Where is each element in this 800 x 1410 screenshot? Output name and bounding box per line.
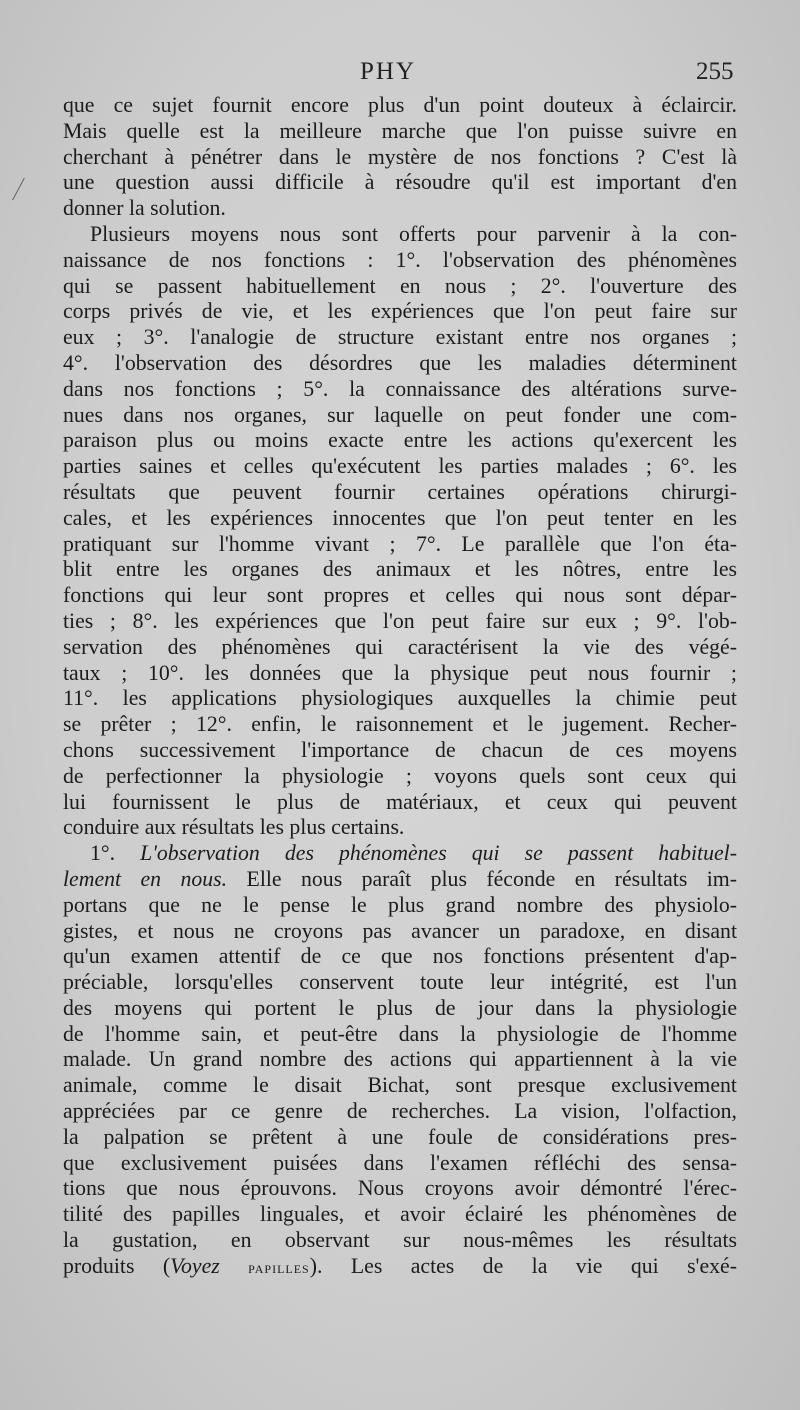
text-line: Mais quelle est la meilleure marche que l'on puisse suivre en — [63, 118, 737, 143]
text-line: blit entre les organes des animaux et les nôtres, entre les — [63, 557, 737, 582]
text-line: que ce sujet fournit encore plus d'un point douteux à éclaircir. — [63, 93, 737, 117]
text-line: la gustation, en observant sur nous-mêmes les résultats — [63, 1228, 737, 1253]
text-line: conduire aux résultats les plus certains. — [63, 815, 405, 840]
text-line: qui se passent habituellement en nous ; 2°. l'ouverture des — [63, 273, 737, 298]
section-title: L'observation des phénomènes qui se passent habituel- — [140, 841, 737, 866]
text-line: lui fournissent le plus de matériaux, et ceux qui peuvent — [63, 789, 737, 814]
voyez-word: Voyez — [170, 1253, 220, 1278]
text-line: tions que nous éprouvons. Nous croyons avoir démontré l'érec- — [63, 1176, 737, 1201]
text-line: qu'un examen attentif de ce que nos fonctions présentent d'ap- — [63, 944, 737, 969]
text-line: pratiquant sur l'homme vivant ; 7°. Le parallèle que l'on éta- — [63, 531, 737, 556]
text-line: fonctions qui leur sont propres et celles qui nous sont dépar- — [63, 583, 737, 608]
text-line: chons successivement l'importance de chacun de ces moyens — [63, 737, 737, 762]
text-line: parties saines et celles qu'exécutent les parties malades ; 6°. les — [63, 454, 737, 479]
text-line: portans que ne le pense le plus grand nombre des physiolo- — [63, 892, 737, 917]
text-line: se prêter ; 12°. enfin, le raisonnement et le jugement. Recher- — [63, 712, 737, 737]
text-line: nues dans nos organes, sur laquelle on peut fonder une com- — [63, 402, 737, 427]
text-line: la palpation se prêtent à une foule de considérations pres- — [63, 1124, 737, 1149]
text-line: des moyens qui portent le plus de jour dans la physiologie — [63, 995, 737, 1020]
text-line: appréciées par ce genre de recherches. La vision, l'olfaction, — [63, 1099, 737, 1124]
text-line: naissance de nos fonctions : 1°. l'observation des phénomènes — [63, 247, 737, 272]
text-line: corps privés de vie, et les expériences que l'on peut faire sur — [63, 299, 737, 324]
text-line: préciable, lorsqu'elles conservent toute leur intégrité, est l'un — [63, 970, 737, 995]
page-number: 255 — [696, 58, 734, 85]
text-line: gistes, et nous ne croyons pas avancer un paradoxe, en disant — [63, 918, 737, 943]
body-text — [63, 93, 737, 1280]
text-line: que exclusivement puisées dans l'examen réfléchi des sensa- — [63, 1150, 737, 1175]
text-line: cales, et les expériences innocentes que l'on peut tenter en les — [63, 505, 737, 530]
text-line: 4°. l'observation des désordres que les maladies déterminent — [63, 350, 737, 375]
text-line: malade. Un grand nombre des actions qui appartiennent à la vie — [63, 1047, 737, 1072]
margin-mark — [12, 178, 39, 200]
text-line: cherchant à pénétrer dans le mystère de nos fonctions ? C'est là — [63, 144, 737, 169]
text-line: paraison plus ou moins exacte entre les actions qu'exercent les — [63, 428, 737, 453]
text-line: servation des phénomènes qui caractérisent la vie des végé- — [63, 634, 737, 659]
text-line — [63, 867, 737, 893]
page-header — [0, 58, 800, 94]
section-heading-line — [63, 841, 737, 867]
section-title-continued: lement en nous. — [63, 866, 228, 891]
text-line: ties ; 8°. les expériences que l'on peut faire sur eux ; 9°. l'ob- — [63, 608, 737, 633]
text-line: résultats que peuvent fournir certaines opérations chirurgi- — [63, 479, 737, 504]
text-line: eux ; 3°. l'analogie de structure existant entre nos organes ; — [63, 325, 737, 350]
text-line: taux ; 10°. les données que la physique peut nous fournir ; — [63, 660, 737, 685]
text-line: dans nos fonctions ; 5°. la connaissance des altérations surve- — [63, 376, 737, 401]
text-line: tilité des papilles linguales, et avoir éclairé les phénomènes de — [63, 1202, 737, 1227]
text-line: 11°. les applications physiologiques auxquelles la chimie peut — [63, 686, 737, 711]
text-line: de perfectionner la physiologie ; voyons quels sont ceux qui — [63, 763, 737, 788]
text-line — [63, 1254, 737, 1280]
section-number: 1°. — [90, 841, 116, 866]
cross-reference: papilles — [248, 1257, 310, 1277]
last-line-before: produits ( — [63, 1253, 171, 1278]
running-head: PHY — [360, 58, 417, 85]
last-line-after: ). Les actes de la vie qui s'exé- — [309, 1253, 737, 1278]
text-line: donner la solution. — [63, 196, 226, 221]
text-line: Plusieurs moyens nous sont offerts pour parvenir à la con- — [90, 221, 737, 246]
text-line: animale, comme le disait Bichat, sont presque exclusivement — [63, 1073, 737, 1098]
text-line-rest: Elle nous paraît plus féconde en résultats im- — [227, 866, 737, 891]
text-line: de l'homme sain, et peut-être dans la physiologie de l'homme — [63, 1021, 737, 1046]
text-line: une question aussi difficile à résoudre qu'il est important d'en — [63, 170, 737, 195]
